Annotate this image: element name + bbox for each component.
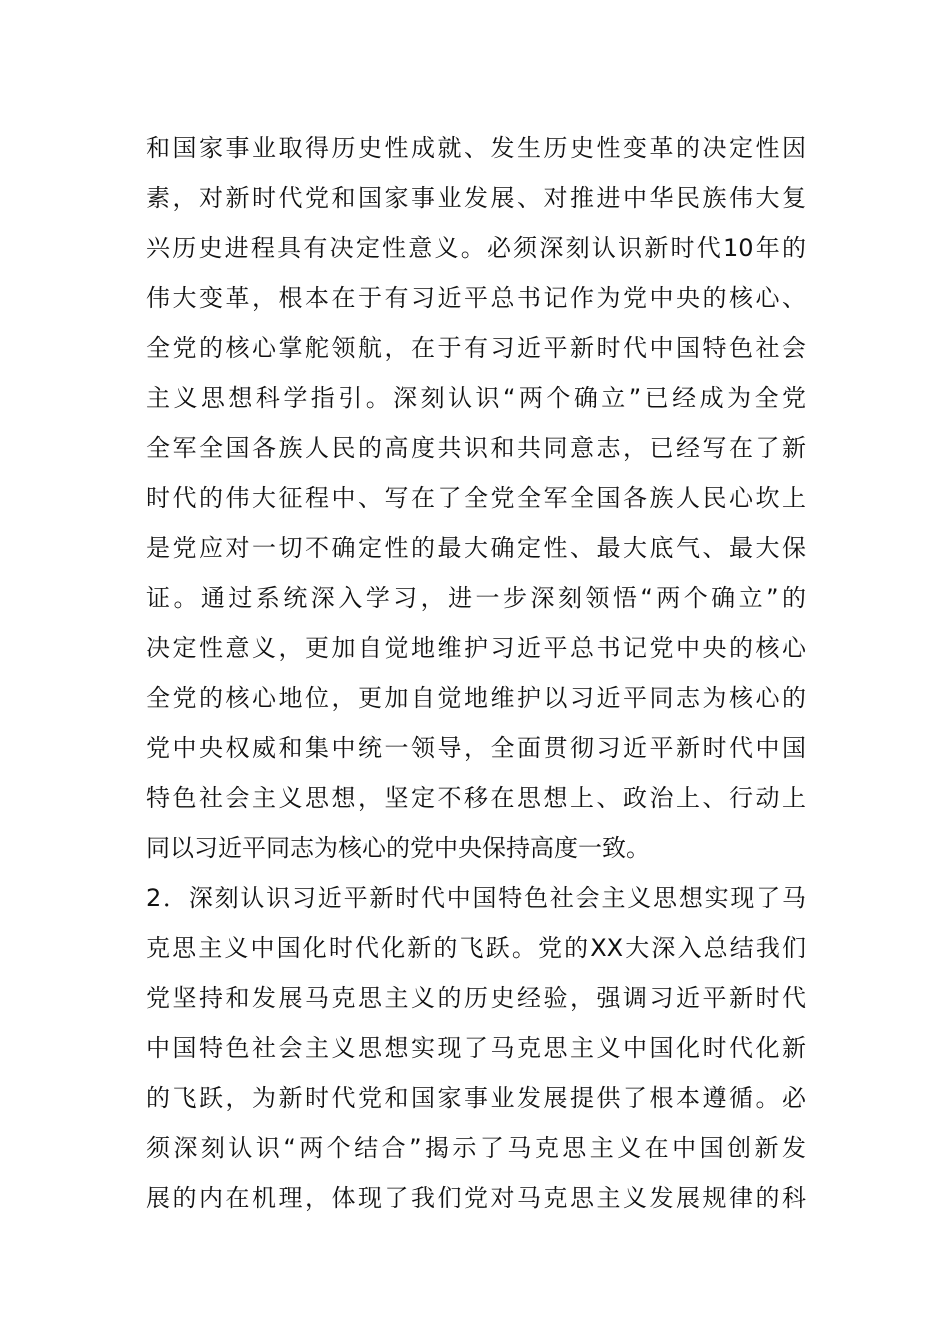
text-line: 决定性意义，更加自觉地维护习近平总书记党中央的核心 [146,634,806,662]
text-line: 特色社会主义思想，坚定不移在思想上、政治上、行动上 [146,784,806,812]
text-line: 时代的伟大征程中、写在了全党全军全国各族人民心坎上 [146,484,806,512]
text-line: 同以习近平同志为核心的党中央保持高度一致。 [146,834,650,862]
text-line: 和国家事业取得历史性成就、发生历史性变革的决定性因 [146,134,806,162]
text-line: 全党的核心掌舵领航，在于有习近平新时代中国特色社会 [146,334,806,362]
text-line: 全党的核心地位，更加自觉地维护以习近平同志为核心的 [146,684,806,712]
text-line: 是党应对一切不确定性的最大确定性、最大底气、最大保 [146,534,806,562]
numbered-heading-line: 2．深刻认识习近平新时代中国特色社会主义思想实现了马 [146,884,806,912]
text-line: 须深刻认识“两个结合”揭示了马克思主义在中国创新发 [146,1134,806,1162]
text-line: 中国特色社会主义思想实现了马克思主义中国化时代化新 [146,1034,806,1062]
text-line: 的飞跃，为新时代党和国家事业发展提供了根本遵循。必 [146,1084,806,1112]
text-line: 伟大变革，根本在于有习近平总书记作为党中央的核心、 [146,284,806,312]
text-line: 展的内在机理，体现了我们党对马克思主义发展规律的科 [146,1184,806,1212]
text-line: 党中央权威和集中统一领导，全面贯彻习近平新时代中国 [146,734,806,762]
text-line: 党坚持和发展马克思主义的历史经验，强调习近平新时代 [146,984,806,1012]
text-line: 主义思想科学指引。深刻认识“两个确立”已经成为全党 [146,384,806,412]
text-line: 克思主义中国化时代化新的飞跃。党的XX大深入总结我们 [146,934,806,962]
text-line: 证。通过系统深入学习，进一步深刻领悟“两个确立”的 [146,584,806,612]
text-line: 全军全国各族人民的高度共识和共同意志，已经写在了新 [146,434,806,462]
text-line: 素，对新时代党和国家事业发展、对推进中华民族伟大复 [146,184,806,212]
text-line: 兴历史进程具有决定性意义。必须深刻认识新时代10年的 [146,234,806,262]
